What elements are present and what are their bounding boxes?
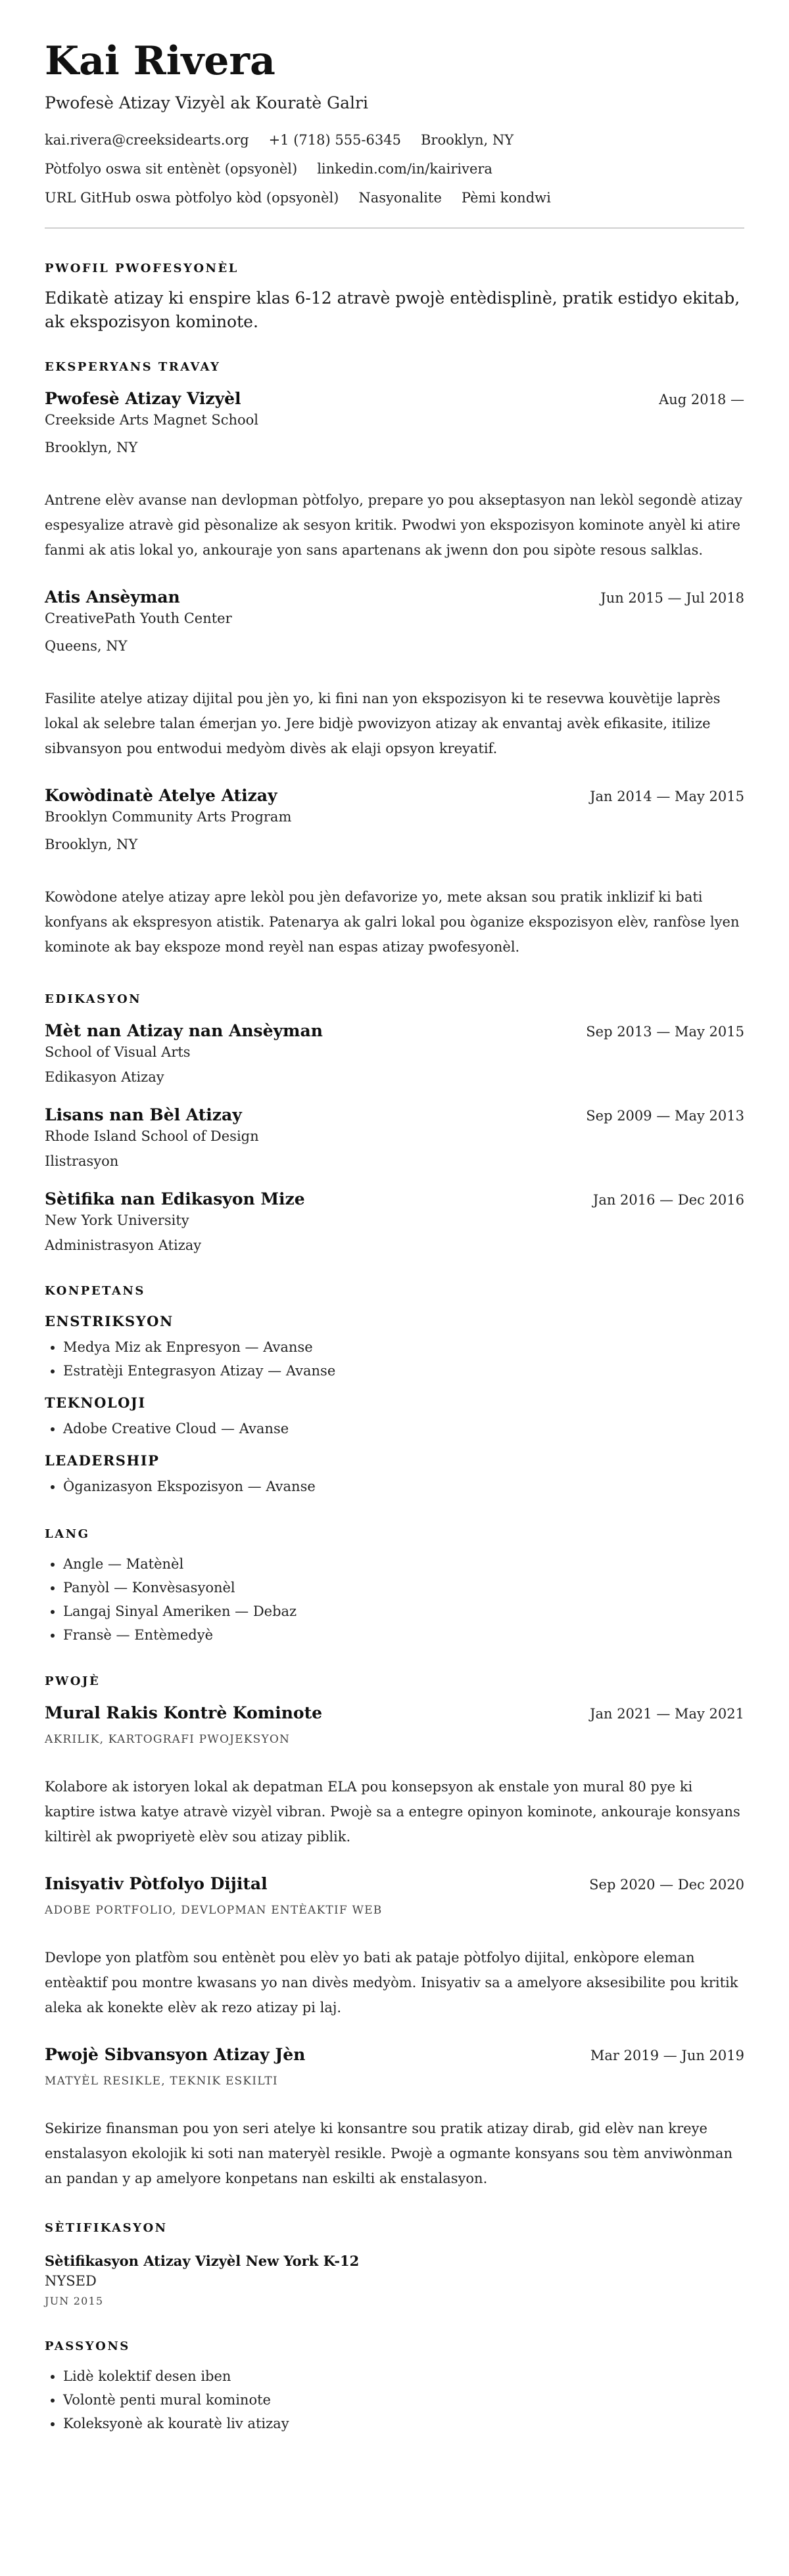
contact-row-links <box>45 159 744 179</box>
certification-date: JUN 2015 <box>45 2295 104 2307</box>
language-list <box>45 1552 744 1647</box>
experience-section <box>45 359 744 959</box>
projects-section <box>45 1673 744 2191</box>
project-tech: AKRILIK, KARTOGRAFI PWOJEKSYON <box>45 1733 291 1746</box>
education-section <box>45 991 744 1255</box>
section-title-experience: EKSPERYANS TRAVAY <box>45 360 221 374</box>
education-school: Rhode Island School of Design <box>45 1128 259 1144</box>
project-tech: ADOBE PORTFOLIO, DEVLOPMAN ENTÈAKTIF WEB <box>45 1904 383 1917</box>
project-name: Inisyativ Pòtfolyo Dijital <box>45 1874 268 1893</box>
education-entry <box>45 1104 744 1171</box>
skills-section <box>45 1283 744 1498</box>
education-degree: Lisans nan Bèl Atizay <box>45 1105 242 1124</box>
header-divider <box>45 227 744 229</box>
contact-phone[interactable]: +1 (718) 555-6345 <box>268 132 401 148</box>
project-entry <box>45 2044 744 2191</box>
contact-row-extra <box>45 188 744 208</box>
candidate-headline: Pwofesè Atizay Vizyèl ak Kouratè Galri <box>45 93 368 112</box>
interest-item: • Lidè kolektif desen iben <box>63 2364 744 2388</box>
project-entry <box>45 1702 744 1849</box>
experience-entry <box>45 388 744 563</box>
experience-date: Aug 2018 — <box>659 392 744 407</box>
project-date: Mar 2019 — Jun 2019 <box>590 2048 744 2063</box>
experience-date: Jun 2015 — Jul 2018 <box>600 590 744 606</box>
experience-entry <box>45 785 744 959</box>
contact-location: Brooklyn, NY <box>420 132 514 148</box>
skill-list <box>45 1335 744 1383</box>
skill-category <box>45 1312 744 1383</box>
experience-role: Atis Ansèyman <box>45 587 180 607</box>
skill-item: • Medya Miz ak Enpresyon — Avanse <box>63 1335 744 1359</box>
interests-section <box>45 2338 744 2435</box>
certification-name: Sètifikasyon Atizay Vizyèl New York K-12 <box>45 2253 360 2269</box>
experience-company: Creekside Arts Magnet School <box>45 412 259 428</box>
project-description: Kolabore ak istoryen lokal ak depatman ELA pou konsepsyon ak enstale yon mural 80 pye ki kaptire istwa katye atravè vizyèl vibran. Pwojè sa a entegre opinyon kominote, ankouraje konsyans kiltirèl ak pwopriyetè elèv sou atizay piblik. <box>45 1779 740 1845</box>
contact-portfolio[interactable]: Pòtfolyo oswa sit entènèt (opsyonèl) <box>45 161 298 177</box>
interest-item: • Volontè penti mural kominote <box>63 2388 744 2412</box>
experience-location: Queens, NY <box>45 638 128 654</box>
project-description: Sekirize finansman pou yon seri atelye ki konsantre sou pratik atizay dirab, gid elèv nan kreye enstalasyon ekolojik ki soti nan materyèl resikle. Pwojè a ogmante konsyans sou tèm anviwònman an pandan y ap amelyore konpetans nan eskilti ak enstalasyon. <box>45 2121 732 2186</box>
section-title-certifications: SÈTIFIKASYON <box>45 2221 168 2235</box>
project-name: Mural Rakis Kontrè Kominote <box>45 1703 323 1722</box>
experience-company: CreativePath Youth Center <box>45 610 232 626</box>
experience-role: Kowòdinatè Atelye Atizay <box>45 786 277 805</box>
interest-list <box>45 2364 744 2435</box>
contact-work-permit: Pèmi kondwi <box>461 190 551 206</box>
project-entry <box>45 1873 744 2020</box>
experience-description: Antrene elèv avanse nan devlopman pòtfolyo, prepare yo pou akseptasyon nan lekòl segondè atizay espesyalize atravè gid pèsonalize ak sesyon kritik. Pwodwi yon ekspozisyon kominote anyèl ki atire fanmi ak atis lokal yo, ankouraje yon sans apartenans ak jwenn don pou sipòte resous salklas. <box>45 492 743 558</box>
language-item: • Fransè — Entèmedyè <box>63 1623 744 1647</box>
certifications-section <box>45 2220 744 2309</box>
project-date: Jan 2021 — May 2021 <box>590 1706 744 1722</box>
resume-header <box>45 38 744 208</box>
skill-category <box>45 1451 744 1498</box>
contact-nationality: Nasyonalite <box>358 190 442 206</box>
candidate-name: Kai Rivera <box>45 38 275 84</box>
languages-section <box>45 1526 744 1647</box>
section-title-profile: PWOFIL PWOFESYONÈL <box>45 262 239 275</box>
skill-category-title: ENSTRIKSYON <box>45 1313 174 1329</box>
contact-linkedin[interactable]: linkedin.com/in/kairivera <box>317 161 492 177</box>
interest-item: • Koleksyonè ak kouratè liv atizay <box>63 2412 744 2435</box>
skill-category-title: LEADERSHIP <box>45 1452 160 1469</box>
education-field: Ilistrasyon <box>45 1153 119 1169</box>
project-tech: MATYÈL RESIKLE, TEKNIK ESKILTI <box>45 2075 278 2088</box>
project-date: Sep 2020 — Dec 2020 <box>589 1877 744 1893</box>
skill-category <box>45 1393 744 1440</box>
education-degree: Mèt nan Atizay nan Ansèyman <box>45 1021 323 1040</box>
education-field: Edikasyon Atizay <box>45 1069 164 1085</box>
experience-company: Brooklyn Community Arts Program <box>45 809 292 825</box>
experience-description: Fasilite atelye atizay dijital pou jèn yo, ki fini nan yon ekspozisyon ki te resevwa kouvètije laprès lokal ak selebre talan émerjan yo. Jere bidjè pwovizyon atizay ak envantaj avèk efikasite, itilize sibvansyon pou entwodui medyòm divès ak elaji opsyon kreyatif. <box>45 691 721 756</box>
skill-category-title: TEKNOLOJI <box>45 1394 146 1411</box>
experience-description: Kowòdone atelye atizay apre lekòl pou jèn defavorize yo, mete aksan sou pratik inklizif ki bati konfyans ak ekspresyon atistik. Patenarya ak galri lokal pou òganize ekspozisyon elèv, ranfòse lyen kominote ak bay ekspoze mond reyèl nan espas atizay pwofesyonèl. <box>45 889 740 955</box>
education-date: Sep 2009 — May 2013 <box>586 1108 744 1124</box>
contact-row-primary <box>45 130 744 150</box>
education-entry <box>45 1020 744 1087</box>
section-title-education: EDIKASYON <box>45 992 142 1006</box>
skill-list <box>45 1475 744 1498</box>
project-description: Devlope yon platfòm sou entènèt pou elèv yo bati ak pataje pòtfolyo dijital, enkòpore eleman entèaktif pou montre kwasans yo nan divès medyòm. Inisyativ sa a amelyore aksesibilite pou kritik aleka ak konekte elèv ak rezo atizay pi laj. <box>45 1950 738 2015</box>
experience-location: Brooklyn, NY <box>45 837 138 852</box>
education-school: School of Visual Arts <box>45 1044 191 1060</box>
profile-summary: Edikatè atizay ki enspire klas 6-12 atravè pwojè entèdisplinè, pratik estidyo ekitab, ak ekspozisyon kominote. <box>45 288 740 331</box>
profile-section <box>45 260 744 334</box>
skill-item: • Òganizasyon Ekspozisyon — Avanse <box>63 1475 744 1498</box>
language-item: • Panyòl — Konvèsasyonèl <box>63 1576 744 1599</box>
certification-issuer: NYSED <box>45 2273 97 2289</box>
contact-email[interactable]: kai.rivera@creeksidearts.org <box>45 132 249 148</box>
education-date: Sep 2013 — May 2015 <box>586 1024 744 1040</box>
experience-date: Jan 2014 — May 2015 <box>590 789 744 804</box>
skill-item: • Adobe Creative Cloud — Avanse <box>63 1417 744 1440</box>
education-field: Administrasyon Atizay <box>45 1237 202 1253</box>
section-title-languages: LANG <box>45 1527 90 1541</box>
contact-github[interactable]: URL GitHub oswa pòtfolyo kòd (opsyonèl) <box>45 190 339 206</box>
education-entry <box>45 1188 744 1255</box>
certification-entry <box>45 2251 744 2309</box>
experience-role: Pwofesè Atizay Vizyèl <box>45 389 241 408</box>
skill-list <box>45 1417 744 1440</box>
experience-location: Brooklyn, NY <box>45 440 138 455</box>
section-title-interests: PASSYONS <box>45 2339 130 2353</box>
education-date: Jan 2016 — Dec 2016 <box>592 1192 744 1208</box>
language-item: • Angle — Matènèl <box>63 1552 744 1576</box>
project-name: Pwojè Sibvansyon Atizay Jèn <box>45 2045 306 2064</box>
section-title-projects: PWOJÈ <box>45 1674 101 1688</box>
section-title-skills: KONPETANS <box>45 1284 145 1298</box>
education-degree: Sètifika nan Edikasyon Mize <box>45 1189 305 1208</box>
skill-item: • Estratèji Entegrasyon Atizay — Avanse <box>63 1359 744 1383</box>
language-item: • Langaj Sinyal Ameriken — Debaz <box>63 1599 744 1623</box>
experience-entry <box>45 586 744 761</box>
education-school: New York University <box>45 1212 189 1228</box>
